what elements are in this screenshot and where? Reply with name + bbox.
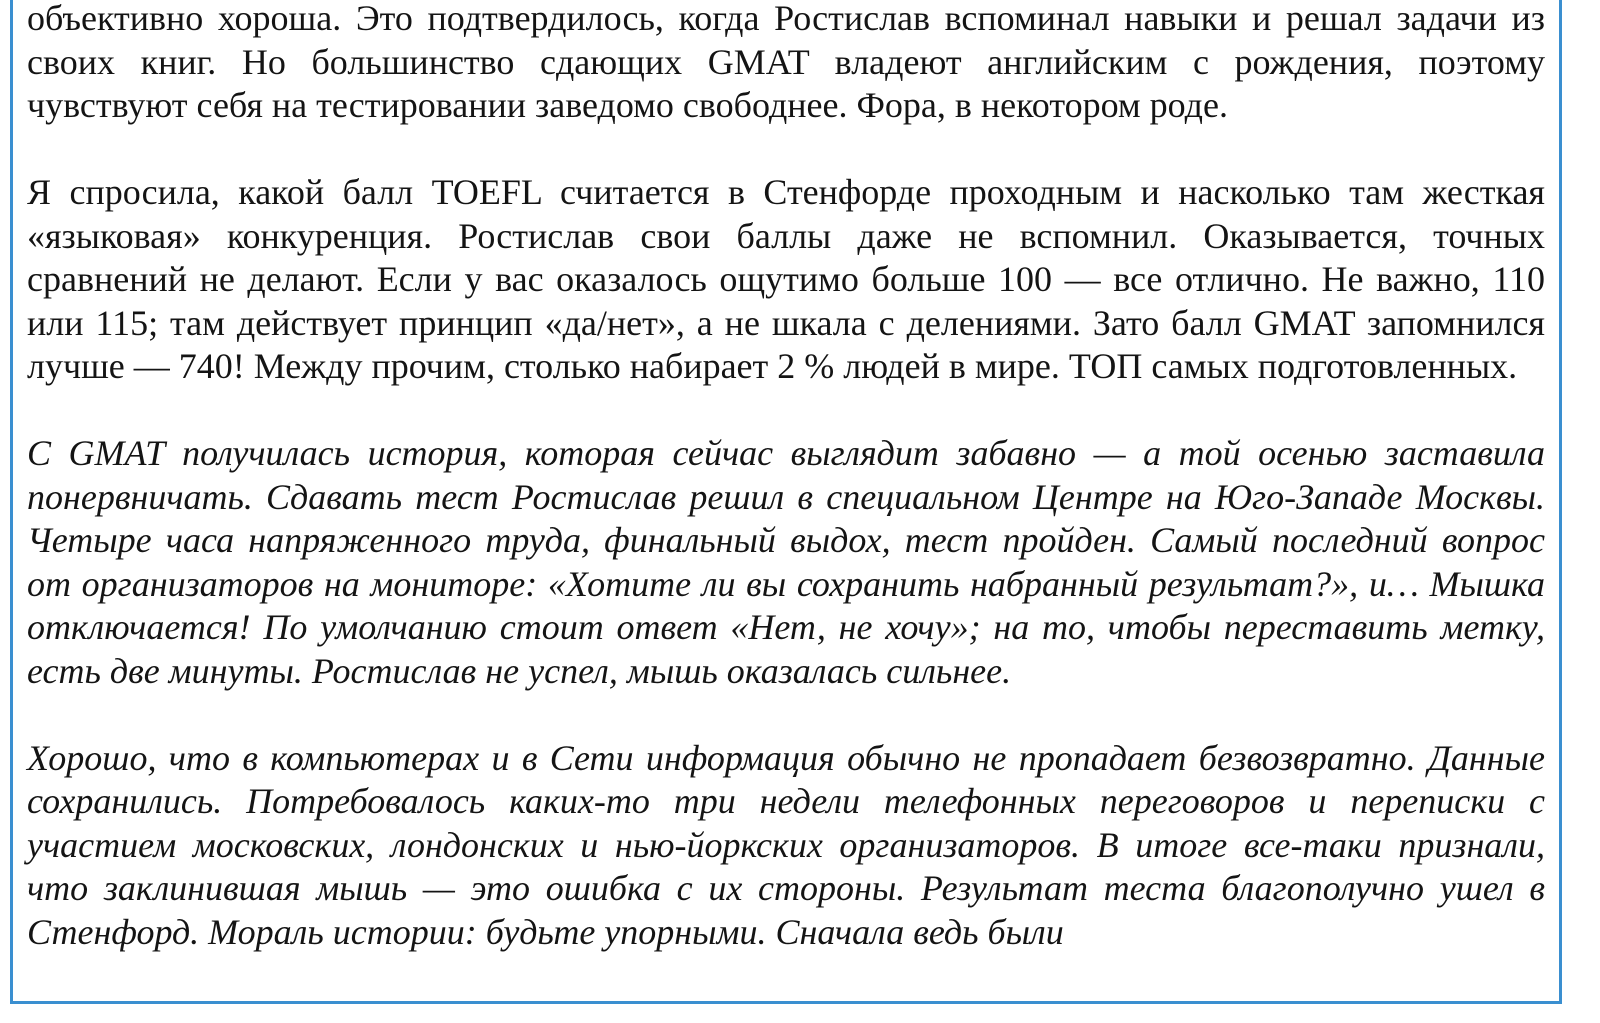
paragraph-1: объективно хороша. Это подтвердилось, когда Ростислав вспоминал навыки и решал задачи из своих книг. Но большинство сдающих GMAT владеют английским с рождения, поэтому чувствуют себя на тестировании заведомо свободнее. Фора, в некотором роде. <box>27 0 1545 125</box>
paragraph-2: Я спросила, какой балл TOEFL считается в Стенфорде проходным и насколько там жесткая «языковая» конкуренция. Ростислав свои баллы даже не вспомнил. Оказывается, точных сравнений не делают. Если у вас оказалось ощутимо больше 100 — все отлично. Не важно, 110 или 115; там действует принцип «да/нет», а не шкала с делениями. Зато балл GMAT запомнился лучше — 740! Между прочим, столько набирает 2 % людей в мире. ТОП самых подготовленных. <box>27 172 1545 386</box>
paragraph-gap <box>27 693 1545 737</box>
paragraph-gap <box>27 128 1545 172</box>
text-frame <box>10 0 1562 1004</box>
paragraph-gap <box>27 389 1545 433</box>
paragraph-4-italic: Хорошо, что в компьютерах и в Сети информация обычно не пропадает безвозвратно. Данные сохранились. Потребовалось каких-то три недели телефонных переговоров и переписки с участием московских, лондонских и нью-йоркских организаторов. В итоге все-таки признали, что заклинившая мышь — это ошибка с их стороны. Результат теста благополучно ушел в Стенфорд. Мораль истории: будьте упорными. Сначала ведь были <box>27 737 1545 952</box>
paragraph-3-italic: С GMAT получилась история, которая сейчас выглядит забавно — а той осенью заставила понервничать. Сдавать тест Ростислав решил в специальном Центре на Юго-Западе Москвы. Четыре часа напряженного труда, финальный выдох, тест пройден. Самый последний вопрос от организаторов на мониторе: «Хотите ли вы сохранить набранный результат?», и… Мышка отключается! По умолчанию стоит ответ «Нет, не хочу»; на то, чтобы переставить метку, есть две минуты. Ростислав не успел, мышь оказалась сильнее. <box>27 433 1545 691</box>
document-body <box>27 0 1545 954</box>
